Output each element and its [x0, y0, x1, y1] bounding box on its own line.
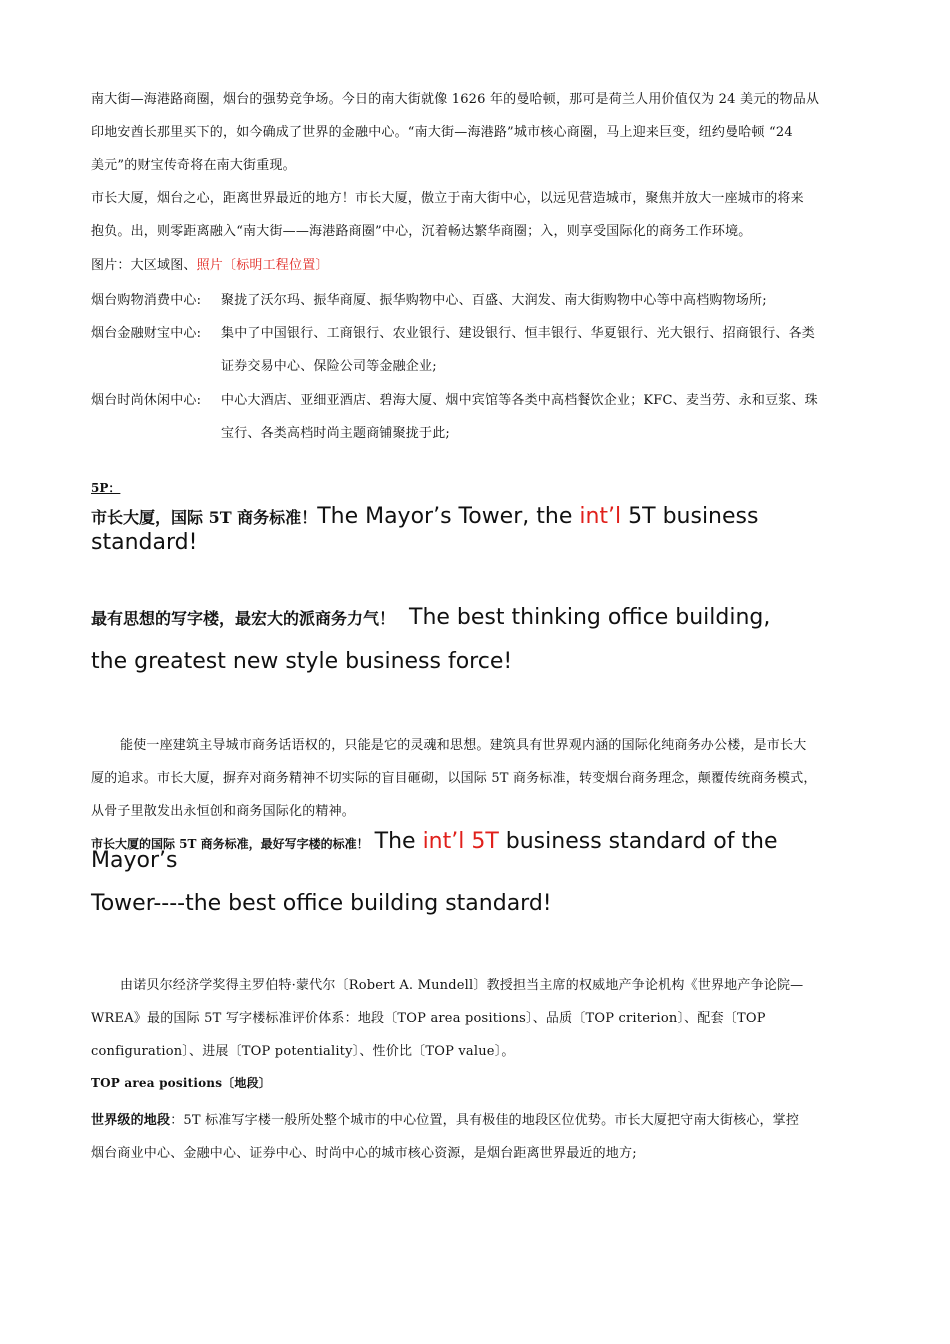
center-leisure-label: 烟台时尚休闲中心:	[91, 393, 202, 408]
images-red-note: 照片〔标明工程位置〕	[196, 258, 329, 273]
heading1-line2: standard!	[91, 530, 198, 555]
center-leisure-text: 中心大酒店、亚细亚酒店、碧海大厦、烟中宾馆等各类中高档餐饮企业；KFC、麦当劳、永和豆浆、珠	[221, 393, 818, 408]
para3-line3: 从骨子里散发出永恒创和商务国际化的精神。	[91, 804, 356, 819]
heading2-line2: the greatest new style business force!	[91, 649, 513, 674]
para1-line2: 印地安酋长那里买下的，如今确成了世界的金融中心。“南大街—海港路”城市核心商圈，马上迎来巨变，纽约曼哈顿 “24	[91, 125, 793, 140]
heading1-line1	[91, 504, 758, 529]
para2-line2: 抱负。出，则零距离融入“南大街——海港路商圈”中心，沉着畅达繁华商圈；入，则享受国际化的商务工作环境。	[91, 224, 752, 239]
heading3-cn: 市长大厦的国际 5T 商务标准，最好写字楼的标准！	[91, 837, 369, 851]
para4-line3: configuration〕、进展〔TOP potentiality〕、性价比〔TOP value〕。	[91, 1044, 515, 1059]
section-5p: 5P：	[91, 481, 121, 495]
heading3-line1	[91, 829, 778, 854]
center-leisure	[91, 389, 818, 408]
center-shopping	[91, 289, 767, 308]
heading2-cn: 最有思想的写字楼，最宏大的派商务力气！	[91, 609, 396, 628]
center-finance	[91, 322, 815, 341]
heading1-cn: 市长大厦，国际 5T 商务标准！	[91, 508, 318, 527]
images-line	[91, 254, 329, 273]
para4-line2: WREA》最的国际 5T 写字楼标准评价体系：地段〔TOP area positions〕、品质〔TOP criterion〕、配套〔TOP	[91, 1011, 766, 1026]
top-area-heading: TOP area positions〔地段〕	[91, 1076, 271, 1090]
heading1-en-b: 5T business	[621, 504, 759, 529]
para1-line3: 美元”的财宝传奇将在南大街重现。	[91, 158, 296, 173]
heading3-en-a: The	[374, 829, 423, 854]
para5-line2: 烟台商业中心、金融中心、证券中心、时尚中心的城市核心资源，是烟台距离世界最近的地方;	[91, 1146, 637, 1161]
para3-line2: 厦的追求。市长大厦，摒弃对商务精神不切实际的盲目砸砌，以国际 5T 商务标准，转变烟台商务理念，颠覆传统商务模式，	[91, 771, 817, 786]
center-shopping-label: 烟台购物消费中心:	[91, 293, 202, 308]
para3-line1: 能使一座建筑主导城市商务话语权的，只能是它的灵魂和思想。建筑具有世界观内涵的国际化纯商务办公楼，是市长大	[120, 738, 807, 753]
heading3-overlap: Mayor’s	[91, 848, 178, 873]
para5-line1	[91, 1109, 799, 1128]
center-shopping-text: 聚拢了沃尔玛、振华商厦、振华购物中心、百盛、大润发、南大街购物中心等中高档购物场所;	[221, 293, 767, 308]
heading2-en-line1: The best thinking office building,	[409, 605, 771, 630]
para4-line1: 由诺贝尔经济学奖得主罗伯特·蒙代尔〔Robert A. Mundell〕教授担当主席的权威地产争论机构《世界地产争论院—	[120, 978, 804, 993]
heading1-en-a: The Mayor’s Tower, the	[317, 504, 580, 529]
heading3-en-red: int’l 5T	[422, 829, 499, 854]
heading2-line1	[91, 605, 770, 630]
para1-line1: 南大街—海港路商圈，烟台的强势竞争场。今日的南大街就像 1626 年的曼哈顿，那可是荷兰人用价值仅为 24 美元的物品从	[91, 92, 820, 107]
center-finance-label: 烟台金融财宝中心:	[91, 326, 202, 341]
images-prefix: 图片：大区域图、	[91, 258, 197, 273]
para5-line1-rest: ：5T 标准写字楼一般所处整个城市的中心位置，具有极佳的地段区位优势。市长大厦把守南大街核心，掌控	[170, 1113, 800, 1128]
center-finance-text: 集中了中国银行、工商银行、农业银行、建设银行、恒丰银行、华夏银行、光大银行、招商银行、各类	[221, 326, 816, 341]
heading1-en-red: int’l	[579, 504, 622, 529]
heading3-line2: Tower----the best office building standard!	[91, 891, 552, 916]
para5-bold-lead: 世界级的地段	[91, 1113, 171, 1128]
center-finance-line2: 证券交易中心、保险公司等金融企业;	[221, 359, 437, 374]
center-leisure-line2: 宝行、各类高档时尚主题商铺聚拢于此;	[221, 426, 450, 441]
para2-line1: 市长大厦，烟台之心，距离世界最近的地方！市长大厦，傲立于南大街中心，以远见营造城市，聚焦并放大一座城市的将来	[91, 191, 804, 206]
heading3-en-b: business standard of the	[498, 829, 778, 854]
